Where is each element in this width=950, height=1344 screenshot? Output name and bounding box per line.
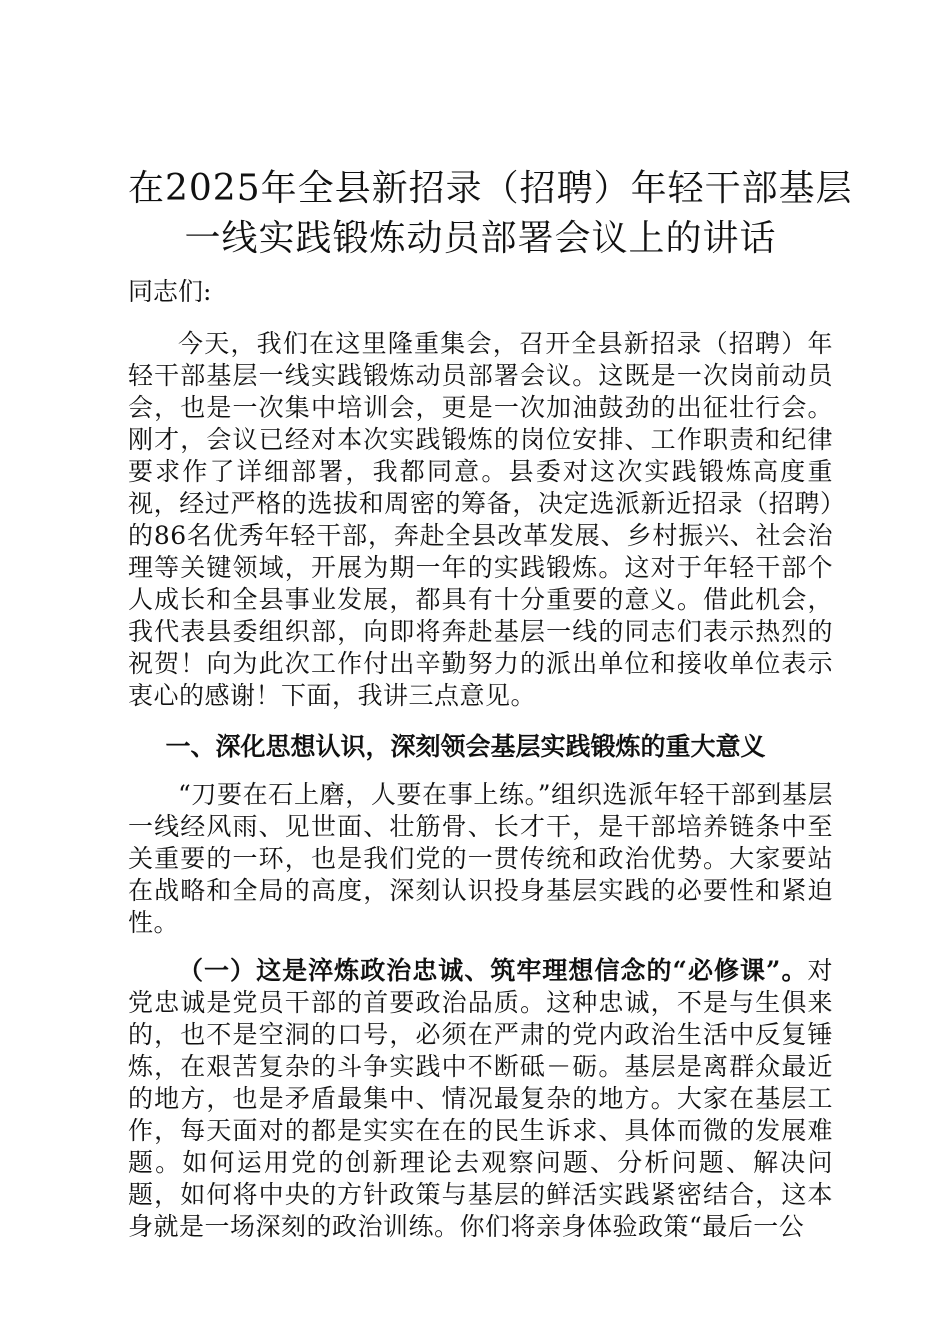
section-heading-1: 一、深化思想认识，深刻领会基层实践锻炼的重大意义: [165, 732, 766, 761]
opening-paragraph: 今天，我们在这里隆重集会，召开全县新招录（招聘）年轻干部基层一线实践锻炼动员部署会议。这既是一次岗前动员会，也是一次集中培训会，更是一次加油鼓劲的出征壮行会。刚才，会议已经对本次实践锻炼的岗位安排、工作职责和纪律要求作了详细部署，我都同意。县委对这次实践锻炼高度重视，经过严格的选拔和周密的筹备，决定选派新近招录（招聘）的86名优秀年轻干部，奔赴全县改革发展、乡村振兴、社会治理等关键领域，开展为期一年的实践锻炼。这对于年轻干部个人成长和全县事业发展，都具有十分重要的意义。借此机会，我代表县委组织部，向即将奔赴基层一线的同志们表示热烈的祝贺！向为此次工作付出辛勤努力的派出单位和接收单位表示衷心的感谢！下面，我讲三点意见。: [128, 329, 833, 710]
subsection-1-body: 对党忠诚是党员干部的首要政治品质。这种忠诚，不是与生俱来的，也不是空洞的口号，必须在严肃的党内政治生活中反复锤炼，在艰苦复杂的斗争实践中不断砥－砺。基层是离群众最近的地方，也是矛盾最集中、情况最复杂的地方。大家在基层工作，每天面对的都是实实在在的民生诉求、具体而微的发展难题。如何运用党的创新理论去观察问题、分析问题、解决问题，如何将中央的方针政策与基层的鲜活实践紧密结合，这本身就是一场深刻的政治训练。你们将亲身体验政策“最后一公: [128, 956, 833, 1241]
subsection-1-heading: （一）这是淬炼政治忠诚、筑牢理想信念的“必修课”。: [178, 956, 808, 985]
speech-title: [128, 164, 853, 264]
document-body: [128, 164, 853, 1243]
title-line-1: 在2025年全县新招录（招聘）年轻干部基层: [128, 168, 853, 209]
salutation: 同志们:: [128, 277, 212, 306]
title-line-2: 一线实践锻炼动员部署会议上的讲话: [184, 218, 777, 259]
subsection-1-paragraph: [128, 955, 833, 1243]
section-1-paragraph: “刀要在石上磨，人要在事上练。”组织选派年轻干部到基层一线经风雨、见世面、壮筋骨、长才干，是干部培养链条中至关重要的一环，也是我们党的一贯传统和政治优势。大家要站在战略和全局的高度，深刻认识投身基层实践的必要性和紧迫性。: [128, 780, 833, 937]
